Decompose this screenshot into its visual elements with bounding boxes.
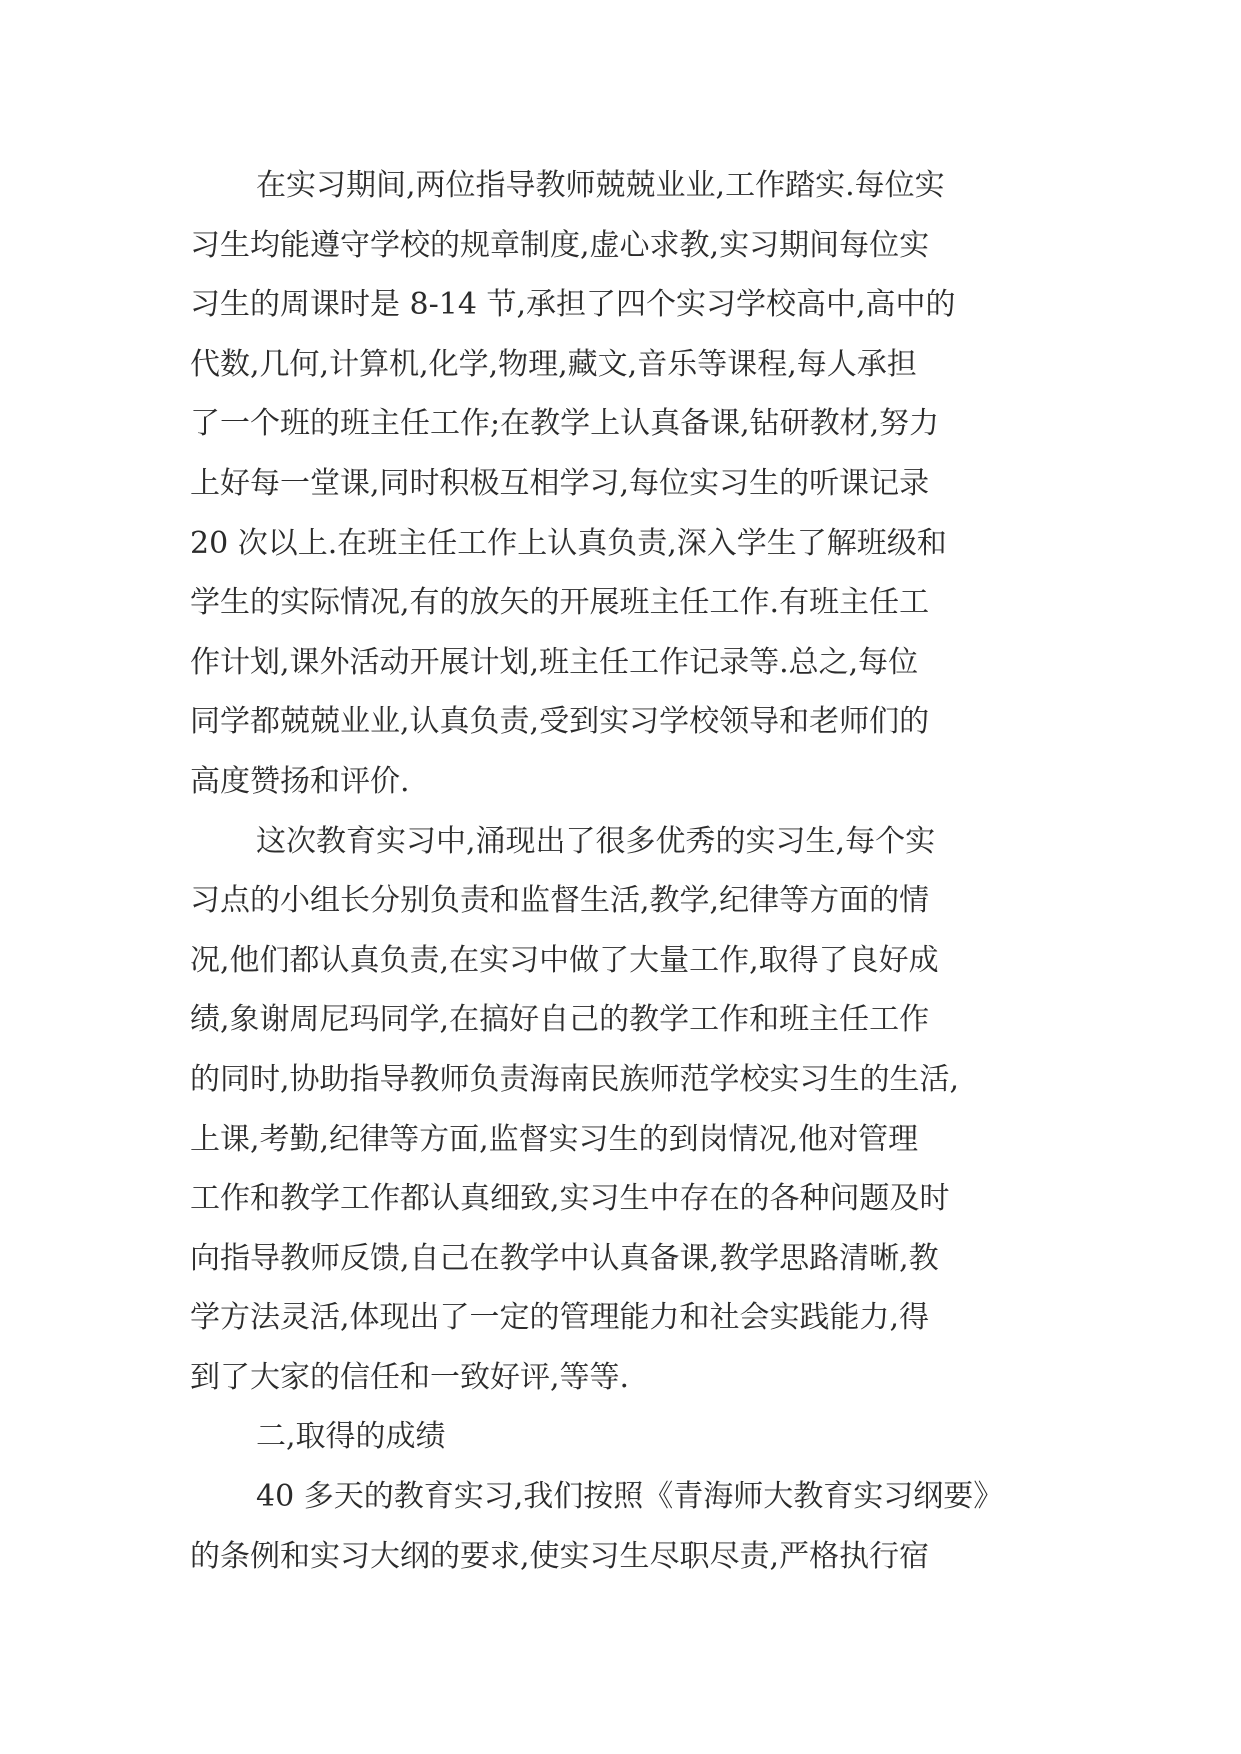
paragraph-2 xyxy=(190,812,1052,1408)
text-line: 在实习期间,两位指导教师兢兢业业,工作踏实.每位实 xyxy=(256,168,945,203)
text-line: 高度赞扬和评价. xyxy=(190,763,410,799)
text-line: 作计划,课外活动开展计划,班主任工作记录等.总之,每位 xyxy=(190,644,919,680)
document-body xyxy=(190,156,1052,1586)
text-line: 习点的小组长分别负责和监督生活,教学,纪律等方面的情 xyxy=(190,883,930,919)
text-line: 绩,象谢周尼玛同学,在搞好自己的教学工作和班主任工作 xyxy=(190,1002,930,1038)
text-line: 上课,考勤,纪律等方面,监督实习生的到岗情况,他对管理 xyxy=(190,1121,919,1157)
text-line: 况,他们都认真负责,在实习中做了大量工作,取得了良好成 xyxy=(190,942,939,978)
text-line: 习生均能遵守学校的规章制度,虚心求教,实习期间每位实 xyxy=(190,227,930,263)
section-heading xyxy=(190,1407,1052,1467)
text-line: 向指导教师反馈,自己在教学中认真备课,教学思路清晰,教 xyxy=(190,1240,939,1276)
paragraph-3 xyxy=(190,1467,1052,1586)
text-line: 学生的实际情况,有的放矢的开展班主任工作.有班主任工 xyxy=(190,585,930,621)
text-line: 20 次以上.在班主任工作上认真负责,深入学生了解班级和 xyxy=(190,525,947,561)
text-line: 的同时,协助指导教师负责海南民族师范学校实习生的生活, xyxy=(190,1061,960,1097)
text-line: 了一个班的班主任工作;在教学上认真备课,钻研教材,努力 xyxy=(190,406,940,442)
text-line: 上好每一堂课,同时积极互相学习,每位实习生的听课记录 xyxy=(190,465,930,501)
text-line: 的条例和实习大纲的要求,使实习生尽职尽责,严格执行宿 xyxy=(190,1538,930,1574)
section-heading-text: 二,取得的成绩 xyxy=(256,1419,446,1455)
text-line: 同学都兢兢业业,认真负责,受到实习学校领导和老师们的 xyxy=(190,704,930,740)
text-line: 学方法灵活,体现出了一定的管理能力和社会实践能力,得 xyxy=(190,1300,930,1336)
text-line: 习生的周课时是 8-14 节,承担了四个实习学校高中,高中的 xyxy=(190,287,956,323)
text-line: 这次教育实习中,涌现出了很多优秀的实习生,每个实 xyxy=(256,823,936,859)
text-line: 到了大家的信任和一致好评,等等. xyxy=(190,1359,630,1395)
text-line: 40 多天的教育实习,我们按照《青海师大教育实习纲要》 xyxy=(256,1479,1004,1515)
paragraph-1 xyxy=(190,156,1052,812)
text-line: 代数,几何,计算机,化学,物理,藏文,音乐等课程,每人承担 xyxy=(190,346,917,382)
text-line: 工作和教学工作都认真细致,实习生中存在的各种问题及时 xyxy=(190,1181,950,1217)
